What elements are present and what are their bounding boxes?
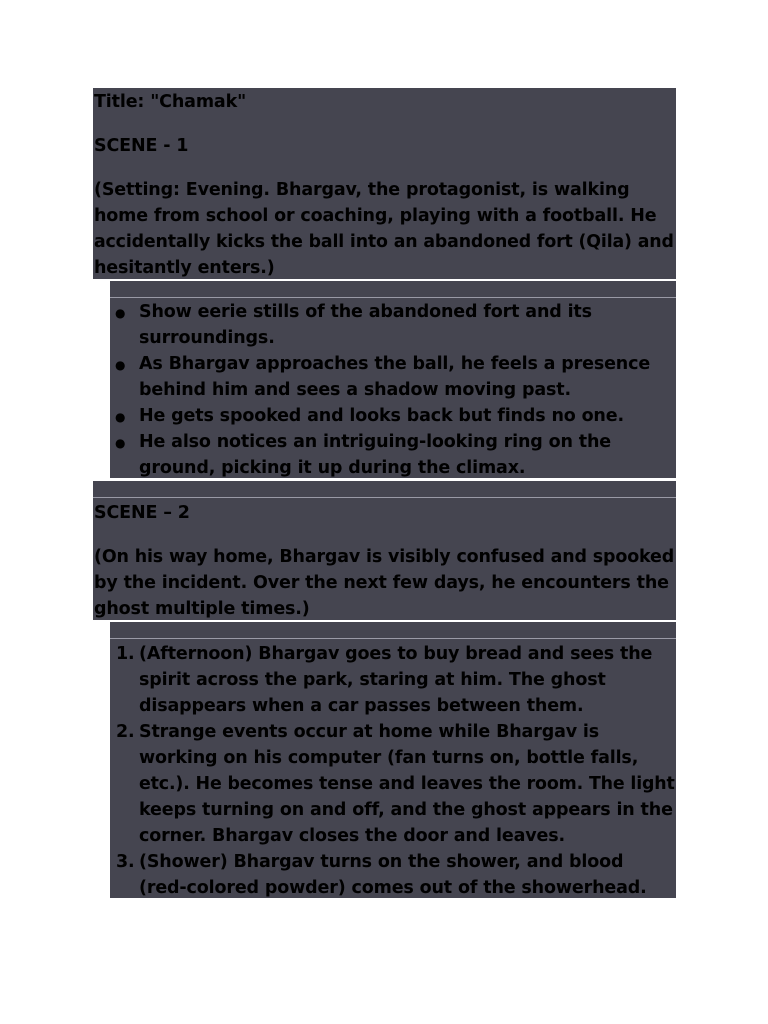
scene1-bullet-line: He also notices an intriguing-looking ring on the	[139, 432, 611, 452]
gap-strip	[110, 622, 676, 638]
scene2-item-line: keeps turning on and off, and the ghost appears in the	[139, 800, 673, 820]
scene1-setting-line: hesitantly enters.)	[94, 258, 275, 278]
scene2-item-line: working on his computer (fan turns on, bottle falls,	[139, 748, 639, 768]
scene2-item-line: disappears when a car passes between them.	[139, 696, 584, 716]
scene1-heading: SCENE - 1	[94, 136, 189, 156]
scene1-bullet-line: surroundings.	[139, 328, 275, 348]
scene2-item-line: spirit across the park, staring at him. The ghost	[139, 670, 606, 690]
scene1-bullet-line: Show eerie stills of the abandoned fort and its	[139, 302, 592, 322]
scene1-bullet-line: He gets spooked and looks back but finds no one.	[139, 406, 624, 426]
bullet-marker: ●	[115, 410, 126, 424]
list-number: 1.	[116, 644, 135, 664]
list-number: 2.	[116, 722, 135, 742]
scene2-item-line: (Afternoon) Bhargav goes to buy bread and sees the	[139, 644, 653, 664]
scene2-item-line: corner. Bhargav closes the door and leaves.	[139, 826, 566, 846]
list-number: 3.	[116, 852, 135, 872]
document-title: Title: "Chamak"	[94, 92, 247, 112]
scene2-item-line: etc.). He becomes tense and leaves the room. The light	[139, 774, 675, 794]
scene2-item-line: (red-colored powder) comes out of the showerhead.	[139, 878, 647, 898]
scene2-setting-line: ghost multiple times.)	[94, 599, 310, 619]
bullet-marker: ●	[115, 436, 126, 450]
bullet-marker: ●	[115, 306, 126, 320]
scene1-bullet-line: As Bhargav approaches the ball, he feels a presence	[139, 354, 651, 374]
bullet-marker: ●	[115, 358, 126, 372]
scene2-heading: SCENE – 2	[94, 503, 190, 523]
scene1-setting-line: home from school or coaching, playing with a football. He	[94, 206, 657, 226]
gap-strip	[110, 281, 676, 297]
scene1-setting-line: accidentally kicks the ball into an abandoned fort (Qila) and	[94, 232, 674, 252]
scene1-setting-line: (Setting: Evening. Bhargav, the protagonist, is walking	[94, 180, 630, 200]
scene2-setting-line: by the incident. Over the next few days, he encounters the	[94, 573, 669, 593]
scene1-bullet-line: behind him and sees a shadow moving past.	[139, 380, 572, 400]
gap-strip	[93, 481, 676, 497]
scene1-bullet-line: ground, picking it up during the climax.	[139, 458, 526, 478]
scene2-item-line: (Shower) Bhargav turns on the shower, and blood	[139, 852, 624, 872]
scene2-item-line: Strange events occur at home while Bhargav is	[139, 722, 600, 742]
scene2-setting-line: (On his way home, Bhargav is visibly confused and spooked	[94, 547, 675, 567]
